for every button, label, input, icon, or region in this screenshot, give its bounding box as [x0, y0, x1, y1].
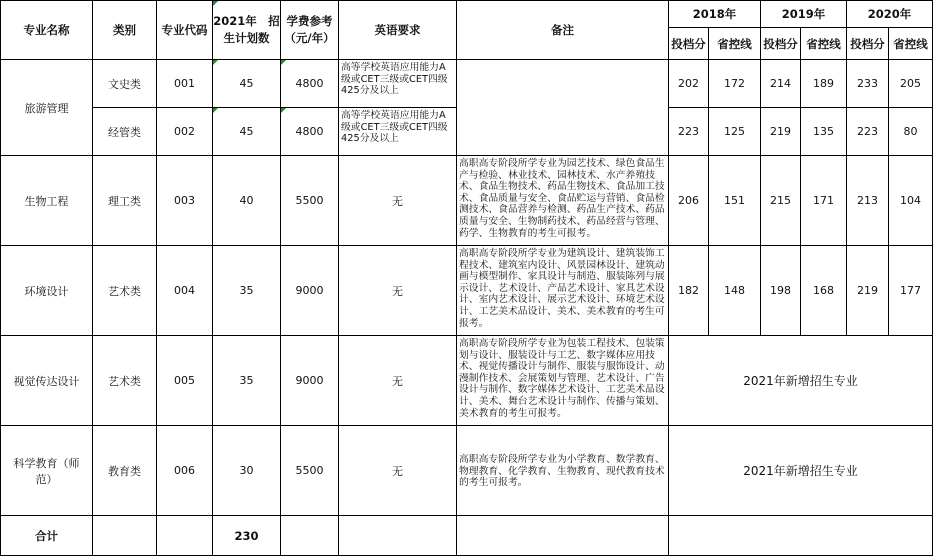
english-cell: 无 [339, 246, 457, 336]
header-fee-line1: 学费参考 [286, 14, 333, 28]
empty-cell [669, 516, 933, 556]
subheader-score-2018: 投档分 [669, 28, 709, 60]
score-cell: 198 [761, 246, 801, 336]
major-cell: 环境设计 [1, 246, 93, 336]
fee-cell: 4800 [281, 108, 339, 156]
score-cell: 202 [669, 60, 709, 108]
english-cell: 无 [339, 336, 457, 426]
notes-cell: 高职高专阶段所学专业为小学教育、数学教育、物理教育、化学教育、生物教育、现代教育技术的考生可报考。 [457, 426, 669, 516]
score-cell: 233 [847, 60, 889, 108]
fee-cell: 4800 [281, 60, 339, 108]
score-cell: 168 [801, 246, 847, 336]
plan-cell: 35 [213, 336, 281, 426]
code-cell: 004 [157, 246, 213, 336]
empty-cell [339, 516, 457, 556]
english-cell: 无 [339, 156, 457, 246]
empty-cell [157, 516, 213, 556]
english-cell: 高等学校英语应用能力A级或CET三级或CET四级425分及以上 [339, 60, 457, 108]
header-plan-line2: 生计划数 [223, 31, 270, 45]
notes-cell [457, 60, 669, 156]
header-fee [281, 1, 339, 60]
score-cell: 182 [669, 246, 709, 336]
header-code: 专业代码 [157, 1, 213, 60]
score-cell: 80 [889, 108, 933, 156]
header-year-2019: 2019年 [761, 1, 847, 28]
plan-cell: 40 [213, 156, 281, 246]
score-cell: 223 [669, 108, 709, 156]
code-cell: 002 [157, 108, 213, 156]
score-cell: 125 [709, 108, 761, 156]
subheader-line-2020: 省控线 [889, 28, 933, 60]
score-cell: 104 [889, 156, 933, 246]
fee-cell: 9000 [281, 246, 339, 336]
table-row [1, 156, 933, 246]
subheader-score-2020: 投档分 [847, 28, 889, 60]
category-cell: 文史类 [93, 60, 157, 108]
code-cell: 003 [157, 156, 213, 246]
score-cell: 223 [847, 108, 889, 156]
score-cell: 177 [889, 246, 933, 336]
empty-cell [281, 516, 339, 556]
category-cell: 教育类 [93, 426, 157, 516]
english-cell: 高等学校英语应用能力A级或CET三级或CET四级425分及以上 [339, 108, 457, 156]
header-plan-line1: 2021年 招 [213, 14, 280, 28]
score-cell: 135 [801, 108, 847, 156]
score-cell: 219 [847, 246, 889, 336]
score-cell: 205 [889, 60, 933, 108]
score-cell: 172 [709, 60, 761, 108]
total-plan: 230 [213, 516, 281, 556]
major-cell: 视觉传达设计 [1, 336, 93, 426]
header-year-2020: 2020年 [847, 1, 933, 28]
subheader-score-2019: 投档分 [761, 28, 801, 60]
header-year-2018: 2018年 [669, 1, 761, 28]
plan-cell: 45 [213, 60, 281, 108]
subheader-line-2018: 省控线 [709, 28, 761, 60]
score-cell: 215 [761, 156, 801, 246]
table-row [1, 60, 933, 108]
major-cell: 生物工程 [1, 156, 93, 246]
plan-cell: 30 [213, 426, 281, 516]
code-cell: 001 [157, 60, 213, 108]
table-row [1, 336, 933, 426]
subheader-line-2019: 省控线 [801, 28, 847, 60]
category-cell: 艺术类 [93, 246, 157, 336]
header-category: 类别 [93, 1, 157, 60]
code-cell: 005 [157, 336, 213, 426]
score-cell: 213 [847, 156, 889, 246]
score-cell: 214 [761, 60, 801, 108]
score-cell: 171 [801, 156, 847, 246]
score-cell: 151 [709, 156, 761, 246]
table-row [1, 246, 933, 336]
notes-cell: 高职高专阶段所学专业为园艺技术、绿色食品生产与检验、林业技术、园林技术、水产养殖技术、食品生物技术、药品生物技术、食品加工技术、食品质量与安全、食品贮运与营销、食品检测技术、食品营养与检测、药品生产技术、药品质量与安全、生物制药技术、药品经营与管理、药学、生物教育的考生可报考。 [457, 156, 669, 246]
header-english: 英语要求 [339, 1, 457, 60]
total-label: 合计 [1, 516, 93, 556]
score-cell: 189 [801, 60, 847, 108]
score-cell: 219 [761, 108, 801, 156]
new-major-note: 2021年新增招生专业 [669, 426, 933, 516]
header-major: 专业名称 [1, 1, 93, 60]
major-cell: 旅游管理 [1, 60, 93, 156]
category-cell: 理工类 [93, 156, 157, 246]
empty-cell [457, 516, 669, 556]
notes-cell: 高职高专阶段所学专业为建筑设计、建筑装饰工程技术、建筑室内设计、风景园林设计、建筑动画与模型制作、家具设计与制造、服装陈列与展示设计、艺术设计、产品艺术设计、家具艺术设计、室内艺术设计、展示艺术设计、环境艺术设计、工艺美术品设计、美术、美术教育的考生可报考。 [457, 246, 669, 336]
fee-cell: 9000 [281, 336, 339, 426]
fee-cell: 5500 [281, 426, 339, 516]
score-cell: 206 [669, 156, 709, 246]
score-cell: 148 [709, 246, 761, 336]
fee-cell: 5500 [281, 156, 339, 246]
total-row [1, 516, 933, 556]
header-fee-line2: （元/年） [284, 31, 335, 45]
plan-cell: 35 [213, 246, 281, 336]
table-row [1, 426, 933, 516]
new-major-note: 2021年新增招生专业 [669, 336, 933, 426]
english-cell: 无 [339, 426, 457, 516]
major-cell: 科学教育（师范） [1, 426, 93, 516]
header-notes: 备注 [457, 1, 669, 60]
empty-cell [93, 516, 157, 556]
notes-cell: 高职高专阶段所学专业为包装工程技术、包装策划与设计、服装设计与工艺、数字媒体应用技术、视觉传播设计与制作、服装与服饰设计、动漫制作技术、会展策划与管理、艺术设计、广告设计与制作、数字媒体艺术设计、工艺美术品设计、美术、舞台艺术设计与制作、传播与策划、美术教育的考生可报考。 [457, 336, 669, 426]
category-cell: 经管类 [93, 108, 157, 156]
plan-cell: 45 [213, 108, 281, 156]
code-cell: 006 [157, 426, 213, 516]
header-plan [213, 1, 281, 60]
category-cell: 艺术类 [93, 336, 157, 426]
